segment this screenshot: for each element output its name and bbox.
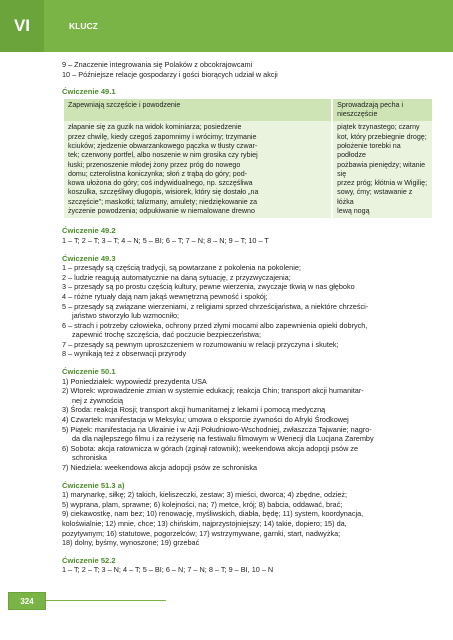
cell-line: pożbawia pieniędzy; witanie się — [337, 160, 426, 178]
answer-line: 1 – T; 2 – T; 3 – T; 4 – N; 5 – BI; 6 – T; 7 – N; 8 – N; 9 – T; 10 – T — [62, 235, 269, 245]
answer-line: schroniska — [72, 453, 107, 463]
exercise-51-3-list — [62, 490, 434, 548]
page-number-rule — [46, 600, 166, 601]
cell-line: piątek trzynastego; czarny — [337, 123, 420, 132]
answer-line: 5 – przesądy są związane wierzeniami, z religiami sprzed chrześcijaństwa, a niektóre chrześci- — [62, 301, 369, 311]
chapter-number: VI — [0, 0, 44, 52]
unlucky-cell — [333, 121, 432, 218]
cell-line: sowy, ćmy; wstawanie z łóżka — [337, 188, 413, 206]
answer-line: 1) Poniedziałek: wypowiedź prezydenta USA — [62, 376, 207, 386]
answer-line: nej z żywnością — [72, 395, 124, 405]
exercise-49-3-heading: Ćwiczenie 49.3 — [62, 253, 116, 263]
cell-line: życzenie powodzenia; odpukiwanie w niemalowane drewno — [68, 207, 255, 216]
answer-line: 9) ciekawostkę, nam bez; 10) renowację, myśliwskich, diabła, będę; 11) system, koordynacja, — [62, 509, 364, 519]
exercise-49-3-list — [62, 263, 434, 359]
section-title: KLUCZ — [44, 0, 453, 52]
answer-line: da dla najlepszego filmu i za reżyserię na festiwalu filmowym w Wenecji dla Lucjana Zaremby — [72, 434, 374, 444]
cell-line: przez chwilę, kiedy czegoś zapomnimy i wrócimy; trzymanie — [68, 132, 257, 141]
answer-line: 1) marynarkę, siłkę; 2) takich, kieliszeczki, zestaw; 3) mieści, dworca; 4) zbędne, odzież; — [62, 490, 348, 500]
top-banner — [0, 0, 453, 52]
cell-line: położenie torebki na podłodze — [337, 141, 401, 160]
answer-line: 1 – przesądy są częścią tradycji, są powtarzane z pokolenia na pokolenie; — [62, 263, 301, 273]
exercise-49-1-heading: Ćwiczenie 49.1 — [62, 87, 116, 97]
cell-line: przez próg; kłótnia w Wigilię; — [337, 179, 428, 188]
cell-line: kowa ułożona do góry; coś indywidualnego, np. szczęśliwa — [68, 179, 253, 188]
exercise-49-2-heading: Ćwiczenie 49.2 — [62, 226, 116, 236]
cell-line: szczęście”; maskotki; talizmany, amulety; niedziękowanie za — [68, 197, 258, 206]
answer-line: koloświalnie; 12) mnie, chce; 13) chińskim, najprzystojniejszy; 14) takie, dopiero; 15) da, — [62, 518, 347, 528]
answer-line: 8 – wynikają też z obserwacji przyrody — [62, 349, 187, 359]
exercise-50-1-list — [62, 377, 434, 473]
cell-line: złapanie się za guzik na widok kominiarza; posiedzenie — [68, 123, 242, 132]
answer-line: 3 – przesądy są po prostu częścią kultury, pewne wierzenia, zwyczaje tkwią w nas głęboko — [62, 282, 355, 292]
unlucky-header: Sprowadzają pecha i nieszczęście — [333, 99, 432, 122]
answer-line: 7) Niedziela: weekendowa akcja adopcji psów ze schroniska — [62, 463, 258, 472]
lucky-header: Zapewniają szczęście i powodzenie — [64, 99, 331, 122]
cell-line: tek; czerwony portfel, albo noszenie w nim grosika czy rybiej — [68, 151, 258, 160]
exercise-52-2-heading: Ćwiczenie 52.2 — [62, 555, 116, 565]
answer-key-content — [62, 60, 434, 575]
answer-line: 4 – różne rytuały dają nam jakąś wewnętrzną pewność i spokój; — [62, 291, 268, 301]
answer-line: 2) Wtorek: wprowadzenie zmian w systemie edukacji; reakcja Chin; transport akcji humanitar- — [62, 386, 364, 396]
answer-line: 5) wyprana, plam, sprawne; 6) kolejności, na; 7) metce, krój; 8) babcia, oddawać, brać; — [62, 499, 343, 509]
exercise-49-1-table — [62, 99, 434, 219]
answer-line: 1 – T; 2 – T; 3 – N; 4 – T; 5 – BI; 6 – N; 7 – N; 8 – T; 9 – BI, 10 – N — [62, 565, 274, 575]
answer-line: 6) Sobota: akcja ratownicza w górach (zginął ratownik); weekendowa akcja adopcji psów ze — [62, 443, 359, 453]
cell-line: kot, który przebiegnie drogę; — [337, 132, 427, 141]
cell-line: koszulka, szczęśliwy długopis, wisiorek, który się dostało „na — [68, 188, 259, 197]
answer-line: 5) Piątek: manifestacja na Ukrainie i w Azji Południowo-Wschodniej, zwłaszcza Tajwanie; nagro- — [62, 424, 372, 434]
answer-line: 6 – strach i potrzeby człowieka, ochrony przed złymi mocami albo zapewnienia opieki dobrych, — [62, 320, 368, 330]
intro-line: 9 – Znaczenie integrowania się Polaków z obcokrajowcami — [62, 60, 253, 69]
answer-line: 7 – przesądy są pewnym uproszczeniem w rozumowaniu w relacji przyczyna i skutek; — [62, 339, 339, 349]
lucky-cell — [64, 121, 331, 218]
intro-line: 10 – Późniejsze relacje gospodarzy i gości biorących udział w akcji — [62, 69, 278, 79]
answer-line: 3) Środa: reakcja Rosji; transport akcji humanitarnej z lekami i pomocą medyczną — [62, 405, 326, 415]
answer-line: pozytywnym; 16) statutowe, pogorzelców; 17) wstrzymywane, garnki, start, nadwyżka; — [62, 528, 341, 538]
answer-line: 4) Czwartek: manifestacja w Meksyku; umowa o eksporcie żywności do Afryki Środkowej — [62, 415, 349, 425]
answer-line: 18) dolny, byśmy, wynoszone; 19) grzebać — [62, 538, 200, 548]
answer-line: jaństwo stworzyło lub wzmocniło; — [72, 311, 180, 321]
exercise-51-3-heading: Ćwiczenie 51.3 a) — [62, 480, 125, 490]
cell-line: kciuków; zjedzenie obwarzankowego pączka w tłusty czwar- — [68, 141, 258, 150]
answer-line: zapewnić trochę szczęścia, dać poczucie bezpieczeństwa; — [72, 330, 262, 340]
cell-line: łuski; przenoszenie młodej żony przez próg do nowego — [68, 160, 241, 169]
cell-line: domu; czterolistna koniczynka; słoń z trąbą do góry; pod- — [68, 169, 248, 178]
cell-line: lewą nogą — [337, 207, 370, 216]
answer-line: 2 – ludzie reagują automatycznie na daną sytuację, z przyzwyczajenia; — [62, 272, 291, 282]
exercise-50-1-heading: Ćwiczenie 50.1 — [62, 367, 116, 377]
page-number: 324 — [8, 592, 46, 610]
